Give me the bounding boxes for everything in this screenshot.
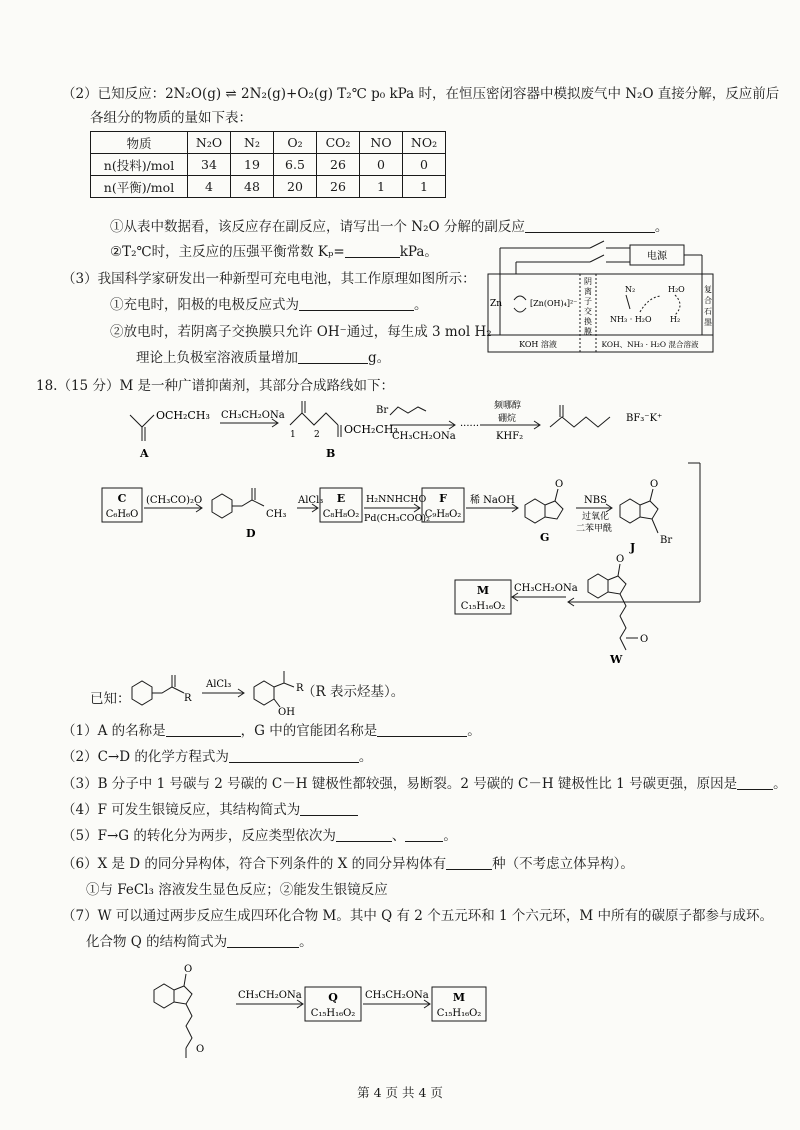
label-d: D (246, 527, 256, 540)
q18-1-end: 。 (467, 723, 481, 739)
h2-label: H₂ (670, 315, 681, 324)
membrane-char: 子 (584, 297, 592, 306)
answer-blank[interactable] (405, 827, 443, 842)
struct-text: R (296, 683, 304, 694)
table-cell: n(平衡)/mol (91, 176, 188, 198)
q17-3-sub2b-text: 理论上负极室溶液质量增加 (136, 350, 298, 366)
known-reaction-diagram (126, 665, 316, 715)
page-footer: 第 4 页 共 4 页 (357, 1085, 443, 1100)
q17-2-sub1-text: ①从表中数据看，该反应存在副反应，请写出一个 N₂O 分解的副反应 (110, 219, 525, 235)
label-q: Q (328, 991, 338, 1004)
reagent-9: CH₃CH₂ONa (514, 583, 578, 594)
reagent-6b: Pd(CH₃COO)₂ (364, 513, 430, 524)
q18-7b-end: 。 (299, 934, 313, 950)
q17-3-sub2: ②放电时，若阴离子交换膜只允许 OH⁻通过，每生成 3 mol H₂ (110, 324, 492, 340)
q18-6 (62, 855, 634, 873)
q18-7: （7）W 可以通过两步反应生成四环化合物 M。其中 Q 有 2 个五元环和 1 个六元环，M 中所有的碳原子都参与成环。 (62, 908, 773, 924)
q18-5-end: 。 (443, 828, 457, 844)
table-header: N₂ (231, 132, 274, 154)
table-row (91, 154, 446, 176)
label-j: J (630, 541, 636, 554)
q18-1b-text: ，G 中的官能团名称是 (240, 723, 378, 739)
q18-7b (86, 933, 313, 951)
q18-3-end: 。 (773, 776, 787, 792)
q7-scheme-diagram (148, 960, 488, 1060)
struct-text: ······ (460, 421, 480, 432)
q17-2-sub2 (110, 243, 438, 261)
table-header: NO (360, 132, 403, 154)
struct-text: O (555, 479, 564, 490)
formula-e: C₈H₈O₂ (322, 509, 360, 520)
left-solution-label: KOH 溶液 (519, 340, 557, 349)
membrane-char: 交 (584, 307, 592, 316)
label-g: G (540, 531, 550, 544)
formula-f: C₉H₈O₂ (424, 509, 462, 520)
label-c: C (117, 492, 127, 505)
struct-text: OCH₂CH₃ (156, 409, 210, 422)
label-b: B (326, 447, 336, 460)
q18-6-end: 种（不考虑立体异构）。 (492, 856, 634, 872)
struct-text: O (196, 1044, 205, 1055)
table-cell: 1 (360, 176, 403, 198)
q18-4 (62, 801, 358, 819)
graphite-char: 墨 (704, 318, 712, 327)
struct-text: OCH₂CH₃ (344, 423, 398, 436)
formula-q: C₁₅H₁₆O₂ (310, 1008, 356, 1019)
answer-blank[interactable] (345, 243, 400, 258)
q18-5 (62, 827, 457, 845)
q18-1-text: （1）A 的名称是 (62, 723, 166, 739)
table-cell: 0 (360, 154, 403, 176)
q17-3-sub1 (110, 296, 428, 314)
zincate-label: [Zn(OH)₄]²⁻ (530, 299, 578, 308)
struct-text: BF₃⁻K⁺ (626, 413, 663, 424)
formula-m: C₁₅H₁₆O₂ (460, 601, 506, 612)
battery-diagram (480, 240, 720, 356)
answer-blank[interactable] (166, 722, 241, 737)
graphite-char: 石 (704, 307, 712, 316)
membrane-char: 离 (584, 287, 592, 296)
table-cell: 20 (274, 176, 317, 198)
reagent-3c: KHF₂ (496, 431, 524, 442)
zn-electrode-label: Zn (490, 299, 503, 309)
label-m: M (476, 584, 490, 597)
answer-blank[interactable] (377, 722, 467, 737)
table-header: CO₂ (317, 132, 360, 154)
table-cell: 0 (403, 154, 446, 176)
label-m: M (452, 991, 466, 1004)
struct-text: 2 (314, 430, 320, 440)
answer-blank[interactable] (227, 933, 299, 948)
q17-3-sub1-end: 。 (414, 297, 428, 313)
table-header: N₂O (188, 132, 231, 154)
answer-blank[interactable] (300, 801, 358, 816)
table-header: NO₂ (403, 132, 446, 154)
q17-3-intro: （3）我国科学家研发出一种新型可充电电池，其工作原理如图所示： (62, 271, 476, 287)
q18-1 (62, 722, 481, 740)
q17-2-sub1-end: 。 (654, 219, 669, 235)
q17-2-sub2-text: ②T₂℃时，主反应的压强平衡常数 Kₚ= (110, 244, 345, 260)
answer-blank[interactable] (298, 349, 368, 364)
known-reagent: AlCl₃ (206, 679, 232, 690)
table-header-row (91, 132, 446, 154)
q17-2-sub1 (110, 218, 668, 236)
q17-3-sub2b (136, 349, 390, 367)
struct-text: Br (376, 405, 389, 416)
answer-blank[interactable] (737, 775, 773, 790)
reagent-6a: H₂NNHCHO (366, 494, 427, 505)
struct-text: O (650, 479, 659, 490)
q17-3-sub1-text: ①充电时，阳极的电极反应式为 (110, 297, 299, 313)
known-prefix: 已知： (90, 691, 131, 707)
membrane-char: 膜 (584, 327, 592, 336)
reagent-8a: NBS (584, 495, 607, 506)
reagent-8c: 二苯甲酰 (576, 524, 613, 534)
answer-blank[interactable] (229, 748, 359, 763)
table-cell: n(投料)/mol (91, 154, 188, 176)
q17-2-sub2-end: kPa。 (399, 244, 438, 260)
q17-2-intro: （2）已知反应：2N₂O(g) ⇌ 2N₂(g)+O₂(g) T₂℃ p₀ kPa 时，在恒压密闭容器中模拟废气中 N₂O 直接分解，反应前后 (62, 86, 780, 102)
q18-5-mid: 、 (391, 828, 406, 844)
reagent-5: AlCl₃ (298, 495, 324, 506)
h2o-label: H₂O (668, 285, 685, 294)
table-cell: 1 (403, 176, 446, 198)
q18-2 (62, 748, 372, 766)
nh3-label: NH₃ · H₂O (610, 315, 652, 324)
table-header: O₂ (274, 132, 317, 154)
struct-text: 1 (290, 430, 296, 440)
struct-text: O (616, 554, 625, 565)
power-label: 电源 (647, 251, 667, 262)
membrane-char: 换 (584, 317, 592, 326)
table-cell: 26 (317, 176, 360, 198)
table-cell: 4 (188, 176, 231, 198)
q18-intro: 18.（15 分）M 是一种广谱抑菌剂，其部分合成路线如下： (36, 378, 395, 394)
known-note: （R 表示烃基）。 (302, 684, 405, 700)
struct-text: O (640, 634, 649, 645)
struct-text: CH₃ (266, 509, 287, 520)
label-f: F (439, 492, 447, 505)
reagent-1: CH₃CH₂ONa (221, 410, 285, 421)
q18-2-text: （2）C→D 的化学方程式为 (62, 749, 229, 765)
n2-label: N₂ (625, 285, 636, 294)
q7-reagent-1: CH₃CH₂ONa (238, 990, 302, 1001)
q18-6-conditions: ①与 FeCl₃ 溶液发生显色反应；②能发生银镜反应 (86, 882, 388, 898)
table-cell: 26 (317, 154, 360, 176)
table-header: 物质 (91, 132, 188, 154)
table-row (91, 176, 446, 198)
table-cell: 19 (231, 154, 274, 176)
compound-a-skeleton (130, 415, 154, 427)
reagent-3b: 硼烷 (498, 414, 517, 424)
q7-reagent-2: CH₃CH₂ONa (365, 990, 429, 1001)
graphite-char: 复 (704, 285, 712, 294)
struct-text: OH (278, 707, 295, 715)
label-a: A (140, 447, 149, 460)
answer-blank[interactable] (446, 855, 492, 870)
formula-c: C₆H₆O (105, 509, 139, 520)
reagent-3a: 频哪醇 (494, 401, 522, 411)
struct-text: Br (660, 535, 673, 546)
reagent-4: (CH₃CO)₂O (146, 495, 203, 506)
answer-blank[interactable] (299, 296, 414, 311)
q18-6-text: （6）X 是 D 的同分异构体，符合下列条件的 X 的同分异构体有 (62, 856, 447, 872)
answer-blank[interactable] (336, 827, 392, 842)
label-e: E (336, 492, 346, 505)
struct-text: R (184, 693, 192, 704)
q18-2-end: 。 (358, 749, 373, 765)
q18-7b-text: 化合物 Q 的结构简式为 (86, 934, 228, 950)
q18-3-text: （3）B 分子中 1 号碳与 2 号碳的 C－H 键极性都较强，易断裂。2 号碳的 C－H 键极性比 1 号碳更强，原因是 (62, 776, 738, 792)
answer-blank[interactable] (525, 218, 655, 233)
table-cell: 34 (188, 154, 231, 176)
q18-4-text: （4）F 可发生银镜反应，其结构简式为 (62, 802, 301, 818)
q17-3-sub2b-end: g。 (368, 350, 391, 366)
q18-3 (62, 775, 787, 793)
q18-5-text: （5）F→G 的转化分为两步，反应类型依次为 (62, 828, 336, 844)
reagent-7: 稀 NaOH (470, 495, 515, 506)
graphite-char: 合 (704, 296, 712, 305)
struct-text: O (184, 964, 193, 975)
reagent-2: CH₃CH₂ONa (392, 431, 456, 442)
q17-2-intro2: 各组分的物质的量如下表： (90, 110, 252, 126)
membrane-char: 阴 (584, 277, 592, 286)
label-w: W (610, 653, 623, 666)
right-solution-label: KOH、NH₃ · H₂O 混合溶液 (601, 340, 699, 349)
synthesis-route-diagram (100, 395, 740, 670)
species-table (90, 131, 446, 198)
table-cell: 6.5 (274, 154, 317, 176)
formula-m: C₁₅H₁₆O₂ (436, 1008, 482, 1019)
table-cell: 48 (231, 176, 274, 198)
reagent-8b: 过氧化 (582, 512, 610, 522)
